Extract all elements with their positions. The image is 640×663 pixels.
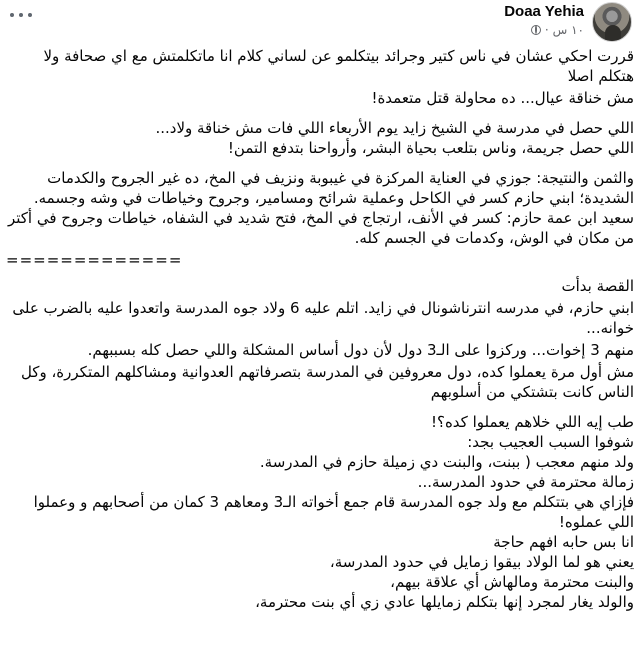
- text-line: قررت احكي عشان في ناس كتير وجرائد بيتكلمو عن لساني كلام انا ماتكلمتش مع اي صحافة ولا هتكلم اصلا: [43, 47, 634, 85]
- author-avatar[interactable]: [592, 2, 632, 42]
- text-line: القصة بدأت: [561, 277, 634, 295]
- more-horizontal-icon-dot: [10, 13, 14, 17]
- story-heading: [4, 276, 634, 296]
- text-line: طب إيه اللي خلاهم يعملوا كده؟!: [430, 413, 634, 431]
- post-header: [0, 0, 640, 46]
- author-block: [504, 2, 584, 38]
- text-line: والولد يغار لمجرد إنها بتكلم زمايلها عادي زي أي بنت محترمة،: [255, 593, 634, 611]
- post-paragraph: [4, 88, 634, 108]
- author-name[interactable]: Doaa Yehia: [504, 3, 584, 20]
- meta-separator: ·: [544, 23, 549, 37]
- separator-line: =============: [6, 251, 183, 269]
- text-line: انا بس حابه افهم حاجة: [493, 533, 634, 551]
- post-timestamp[interactable]: ١٠ س: [552, 23, 584, 37]
- text-line: اللي حصل جريمة، وناس بتلعب بحياة البشر، وأرواحنا بتدفع التمن!: [227, 139, 634, 157]
- post-paragraph: [4, 118, 634, 158]
- post-text: [0, 46, 640, 612]
- text-line: ولد منهم معجب ( ببنت، والبنت دي زميلة حازم في المدرسة.: [259, 453, 634, 471]
- text-line: زمالة محترمة في حدود المدرسة...: [417, 473, 634, 491]
- post-paragraph: [4, 362, 634, 402]
- text-line: والثمن والنتيجة: جوزي في العناية المركزة في غيبوبة ونزيف في المخ، ده غير الجروح والكدمات الشديدة؛ ابني حازم كسر في الكاحل وعملية شرائح ومسامير، وجروح وخياطات في وشه وجسمه. سعيد ابن عمة حازم: كسر في الأنف، ارتجاج في المخ، فتح شديد في الشفاه، خياطات وجروح في أكتر من مكان في الوش، وكدمات في الجسم كله.: [7, 169, 634, 247]
- more-options-button[interactable]: [10, 8, 32, 22]
- text-line: فإزاي هي بتتكلم مع ولد جوه المدرسة قام جمع أخواته الـ3 ومعاهم 3 كمان من أصحابهم و وعملوا اللي عملوه!: [33, 493, 634, 531]
- text-line: مش خناقة عيال... ده محاولة قتل متعمدة!: [371, 89, 634, 107]
- post-paragraph: [4, 412, 634, 612]
- text-line: والبنت محترمة ومالهاش أي علاقة بيهم،: [390, 573, 634, 591]
- more-horizontal-icon-dot: [19, 13, 23, 17]
- globe-icon[interactable]: [531, 25, 541, 35]
- text-line: منهم 3 إخوات... وركزوا على الـ3 دول لأن دول أساس المشكلة واللي حصل كله بسببهم.: [87, 341, 634, 359]
- post-meta: [504, 22, 584, 38]
- text-line: اللي حصل في مدرسة في الشيخ زايد يوم الأربعاء اللي فات مش خناقة ولاد...: [155, 119, 634, 137]
- more-horizontal-icon: [28, 13, 32, 17]
- post-paragraph: [4, 340, 634, 360]
- text-line: ابني حازم، في مدرسه انترناشونال في زايد. اتلم عليه 6 ولاد جوه المدرسة واتعدوا عليه بالضرب على خوانه...: [12, 299, 634, 337]
- text-line: يعني هو لما الولاد بيقوا زمايل في حدود المدرسة،: [329, 553, 634, 571]
- text-line: شوفوا السبب العجيب بجد:: [467, 433, 634, 451]
- post-paragraph: [4, 298, 634, 338]
- post-paragraph: [4, 46, 634, 86]
- post-paragraph: [4, 168, 634, 248]
- text-line: مش أول مرة يعملوا كده، دول معروفين في المدرسة بتصرفاتهم العدوانية ومشاكلهم المتكررة، وكل الناس كانت بتشتكي من أسلوبهم: [20, 363, 634, 401]
